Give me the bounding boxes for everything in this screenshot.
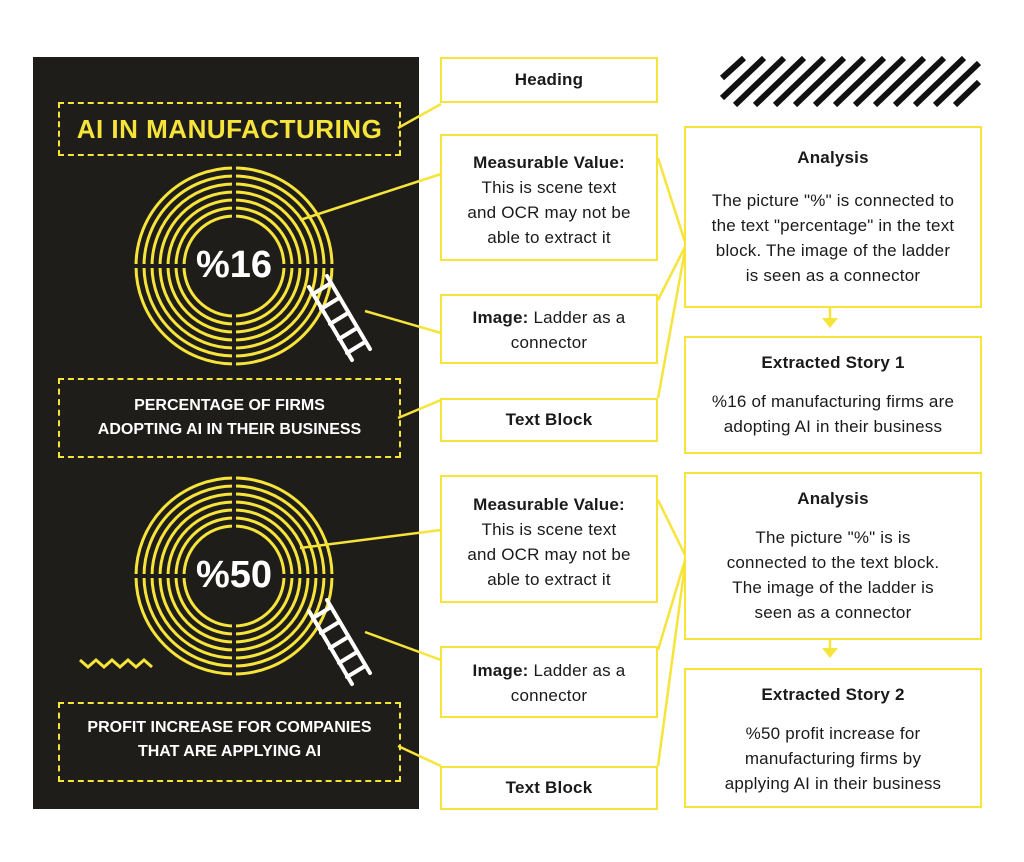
text-block-callout-2 bbox=[440, 766, 658, 810]
analysis-line: the text "percentage" in the text bbox=[711, 216, 955, 235]
text-block-line: THAT ARE APPLYING AI bbox=[137, 743, 322, 760]
callout-line: connector bbox=[510, 333, 588, 352]
heading-callout bbox=[440, 57, 658, 103]
text-block-line: PERCENTAGE OF FIRMS bbox=[134, 397, 325, 414]
text-block-2 bbox=[58, 702, 401, 782]
callout-title: Measurable Value: bbox=[473, 495, 625, 514]
callout-label: Image: bbox=[472, 308, 529, 327]
analysis-title: Analysis bbox=[797, 148, 869, 167]
callout-line: and OCR may not be bbox=[467, 545, 631, 564]
text-block-callout-1 bbox=[440, 398, 658, 442]
callout-line: connector bbox=[510, 686, 588, 705]
story-title: Extracted Story 2 bbox=[761, 685, 905, 704]
story-line: applying AI in their business bbox=[724, 774, 942, 793]
callout-label: Text Block bbox=[505, 778, 593, 797]
text-block-1 bbox=[58, 378, 401, 458]
callout-line: This is scene text bbox=[481, 178, 617, 197]
analysis-line: is seen as a connector bbox=[745, 266, 921, 285]
title-text: AI IN MANUFACTURING bbox=[76, 114, 383, 144]
analysis-box-2 bbox=[684, 472, 982, 640]
measurable-value-callout-2 bbox=[440, 475, 658, 603]
callout-text: Ladder as a bbox=[528, 308, 626, 327]
callout-line bbox=[442, 658, 656, 683]
callout-line: This is scene text bbox=[481, 520, 617, 539]
measurable-value-16: %16 bbox=[195, 244, 273, 286]
heading-label: Heading bbox=[514, 70, 584, 89]
analysis-line: seen as a connector bbox=[754, 603, 912, 622]
text-block-line: PROFIT INCREASE FOR COMPANIES bbox=[87, 719, 372, 736]
callout-line: able to extract it bbox=[487, 228, 611, 247]
measurable-value-50: %50 bbox=[195, 554, 273, 596]
callout-label: Text Block bbox=[505, 410, 593, 429]
analysis-line: The picture "%" is is bbox=[755, 528, 911, 547]
text-block-line: ADOPTING AI IN THEIR BUSINESS bbox=[97, 421, 362, 438]
story-box-1 bbox=[684, 336, 982, 454]
down-arrow-icon bbox=[822, 640, 838, 658]
callout-line: able to extract it bbox=[487, 570, 611, 589]
zigzag-decoration bbox=[80, 660, 152, 667]
story-line: adopting AI in their business bbox=[723, 417, 943, 436]
callout-label: Image: bbox=[472, 661, 529, 680]
story-title: Extracted Story 1 bbox=[761, 353, 905, 372]
infographic-title bbox=[58, 102, 401, 156]
analysis-line: connected to the text block. bbox=[726, 553, 940, 572]
stripes-decoration bbox=[722, 58, 979, 105]
callout-line: and OCR may not be bbox=[467, 203, 631, 222]
callout-line bbox=[442, 305, 656, 330]
story-line: %50 profit increase for bbox=[745, 724, 921, 743]
analysis-line: The picture "%" is connected to bbox=[711, 191, 955, 210]
analysis-title: Analysis bbox=[797, 489, 869, 508]
image-callout-2 bbox=[440, 646, 658, 718]
analysis-line: block. The image of the ladder bbox=[715, 241, 951, 260]
story-box-2 bbox=[684, 668, 982, 808]
story-line: manufacturing firms by bbox=[744, 749, 922, 768]
story-line: %16 of manufacturing firms are bbox=[711, 392, 955, 411]
ladder-icon bbox=[309, 600, 370, 684]
analysis-box-1 bbox=[684, 126, 982, 308]
analysis-line: The image of the ladder is bbox=[732, 578, 934, 597]
measurable-value-callout-1 bbox=[440, 134, 658, 261]
down-arrow-icon bbox=[822, 307, 838, 328]
callout-title: Measurable Value: bbox=[473, 153, 625, 172]
callout-text: Ladder as a bbox=[528, 661, 626, 680]
image-callout-1 bbox=[440, 294, 658, 364]
